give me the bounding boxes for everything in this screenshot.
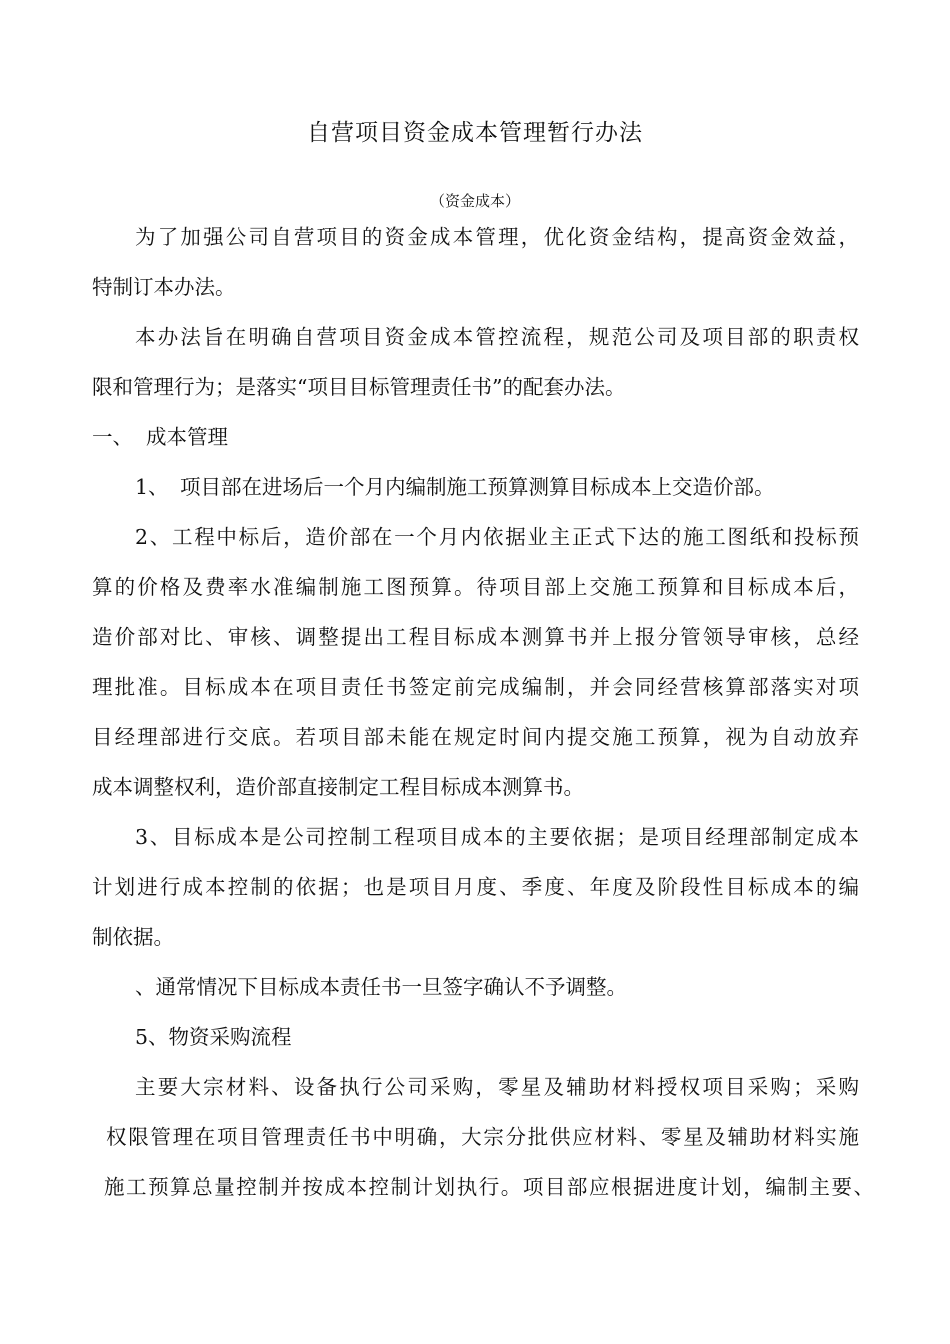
item-3-line-2: 计划进行成本控制的依据；也是项目月度、季度、年度及阶段性目标成本的编 bbox=[92, 875, 859, 899]
section-number: 一、 bbox=[92, 425, 133, 449]
paragraph-purpose-line-2: 限和管理行为；是落实“项目目标管理责任书”的配套办法。 bbox=[92, 375, 626, 399]
item-5-heading: 5、物资采购流程 bbox=[135, 1025, 292, 1049]
item-2-line-5: 目经理部进行交底。若项目部未能在规定时间内提交施工预算，视为自动放弃 bbox=[92, 725, 859, 749]
item-2-line-4: 理批准。目标成本在项目责任书签定前完成编制，并会同经营核算部落实对项 bbox=[92, 675, 859, 699]
item-2-line-6: 成本调整权利，造价部直接制定工程目标成本测算书。 bbox=[92, 775, 584, 799]
paragraph-procurement-line-3: 施工预算总量控制并按成本控制计划执行。项目部应根据进度计划，编制主要、 bbox=[104, 1175, 874, 1199]
item-1-number: 1、 bbox=[135, 475, 169, 499]
section-heading: 成本管理 bbox=[146, 425, 228, 449]
document-title: 自营项目资金成本管理暂行办法 bbox=[307, 120, 643, 146]
paragraph-intro-line-1: 为了加强公司自营项目的资金成本管理，优化资金结构，提高资金效益， bbox=[135, 225, 859, 249]
item-2-line-1: 2、工程中标后，造价部在一个月内依据业主正式下达的施工图纸和投标预 bbox=[135, 525, 859, 549]
item-2-line-2: 算的价格及费率水准编制施工图预算。待项目部上交施工预算和目标成本后， bbox=[92, 575, 859, 599]
item-1-text: 项目部在进场后一个月内编制施工预算测算目标成本上交造价部。 bbox=[180, 475, 775, 499]
paragraph-purpose-line-1: 本办法旨在明确自营项目资金成本管控流程，规范公司及项目部的职责权 bbox=[135, 325, 859, 349]
document-subtitle: （资金成本） bbox=[429, 192, 520, 210]
item-4-text: 、通常情况下目标成本责任书一旦签字确认不予调整。 bbox=[135, 975, 627, 999]
item-3-line-1: 3、目标成本是公司控制工程项目成本的主要依据；是项目经理部制定成本 bbox=[135, 825, 859, 849]
item-2-line-3: 造价部对比、审核、调整提出工程目标成本测算书并上报分管领导审核，总经 bbox=[92, 625, 859, 649]
paragraph-intro-line-2: 特制订本办法。 bbox=[92, 275, 236, 299]
paragraph-procurement-line-1: 主要大宗材料、设备执行公司采购，零星及辅助材料授权项目采购；采购 bbox=[135, 1075, 859, 1099]
item-3-line-3: 制依据。 bbox=[92, 925, 174, 949]
paragraph-procurement-line-2: 权限管理在项目管理责任书中明确，大宗分批供应材料、零星及辅助材料实施 bbox=[106, 1125, 859, 1149]
